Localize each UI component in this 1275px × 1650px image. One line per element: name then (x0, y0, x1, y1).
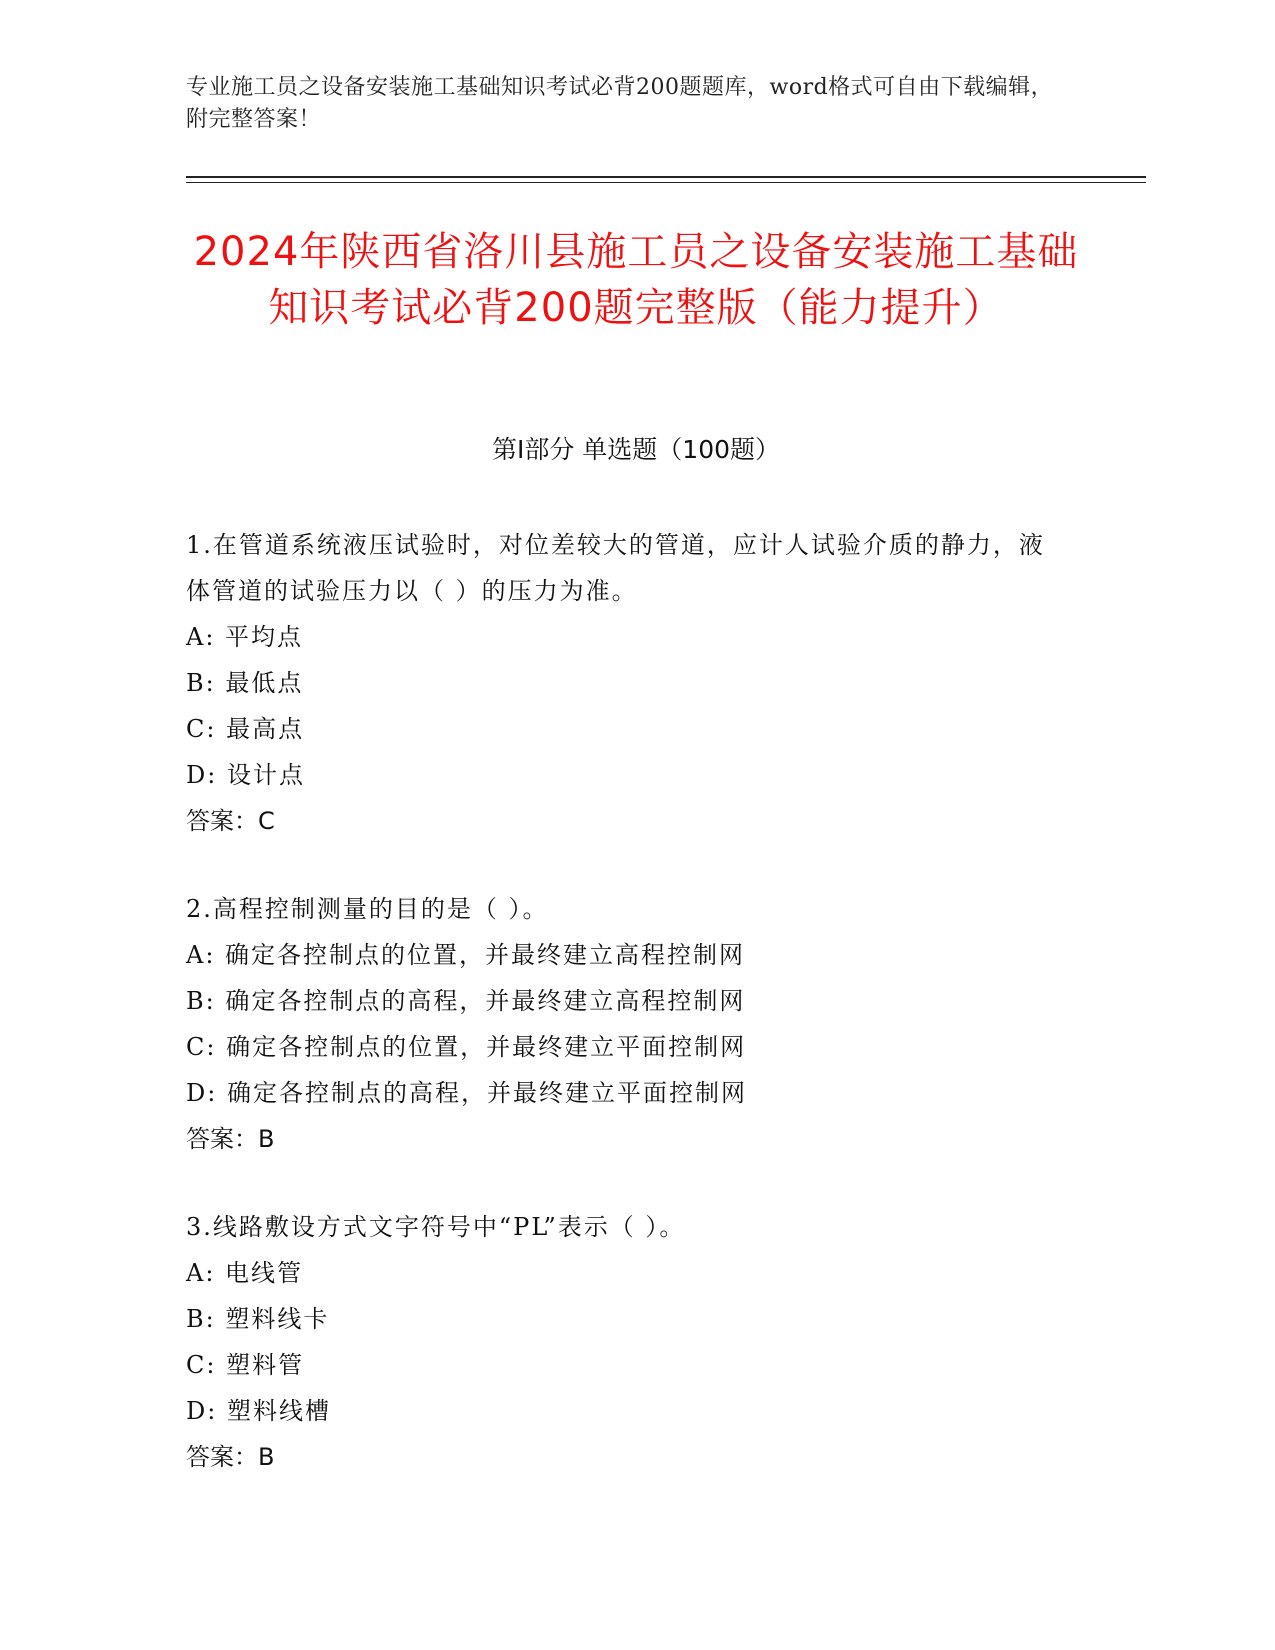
option-a: A: 电线管 (186, 1259, 304, 1287)
header-divider-thick (186, 176, 1146, 178)
option-a: A: 确定各控制点的位置，并最终建立高程控制网 (186, 941, 746, 969)
answer: 答案：B (186, 1125, 275, 1153)
option-b: B: 确定各控制点的高程，并最终建立高程控制网 (186, 987, 746, 1015)
document-title: 2024年陕西省洛川县施工员之设备安装施工基础知识考试必背200题完整版（能力提升） (193, 229, 1079, 331)
option-a: A: 平均点 (186, 623, 304, 651)
answer: 答案：B (186, 1443, 275, 1471)
section-title: 第I部分 单选题（100题） (491, 435, 781, 464)
question-1 (186, 522, 1066, 844)
option-d: D: 设计点 (186, 761, 305, 789)
answer: 答案：C (186, 807, 275, 835)
option-c: C: 塑料管 (186, 1351, 305, 1379)
question-stem: 1.在管道系统液压试验时，对位差较大的管道，应计人试验介质的静力，液体管道的试验压力以（ ）的压力为准。 (186, 531, 1045, 605)
question-2 (186, 886, 1066, 1162)
question-stem: 2.高程控制测量的目的是（ ）。 (186, 895, 549, 923)
option-d: D: 确定各控制点的高程，并最终建立平面控制网 (186, 1079, 747, 1107)
header-divider-thin (186, 182, 1146, 183)
option-c: C: 最高点 (186, 715, 305, 743)
question-list (186, 522, 1066, 1522)
option-b: B: 最低点 (186, 669, 304, 697)
option-d: D: 塑料线槽 (186, 1397, 331, 1425)
option-c: C: 确定各控制点的位置，并最终建立平面控制网 (186, 1033, 747, 1061)
option-b: B: 塑料线卡 (186, 1305, 330, 1333)
question-stem: 3.线路敷设方式文字符号中“PL”表示（ ）。 (186, 1213, 686, 1241)
question-3 (186, 1204, 1066, 1480)
header-note: 专业施工员之设备安装施工基础知识考试必背200题题库，word格式可自由下载编辑，附完整答案！ (186, 75, 1054, 132)
